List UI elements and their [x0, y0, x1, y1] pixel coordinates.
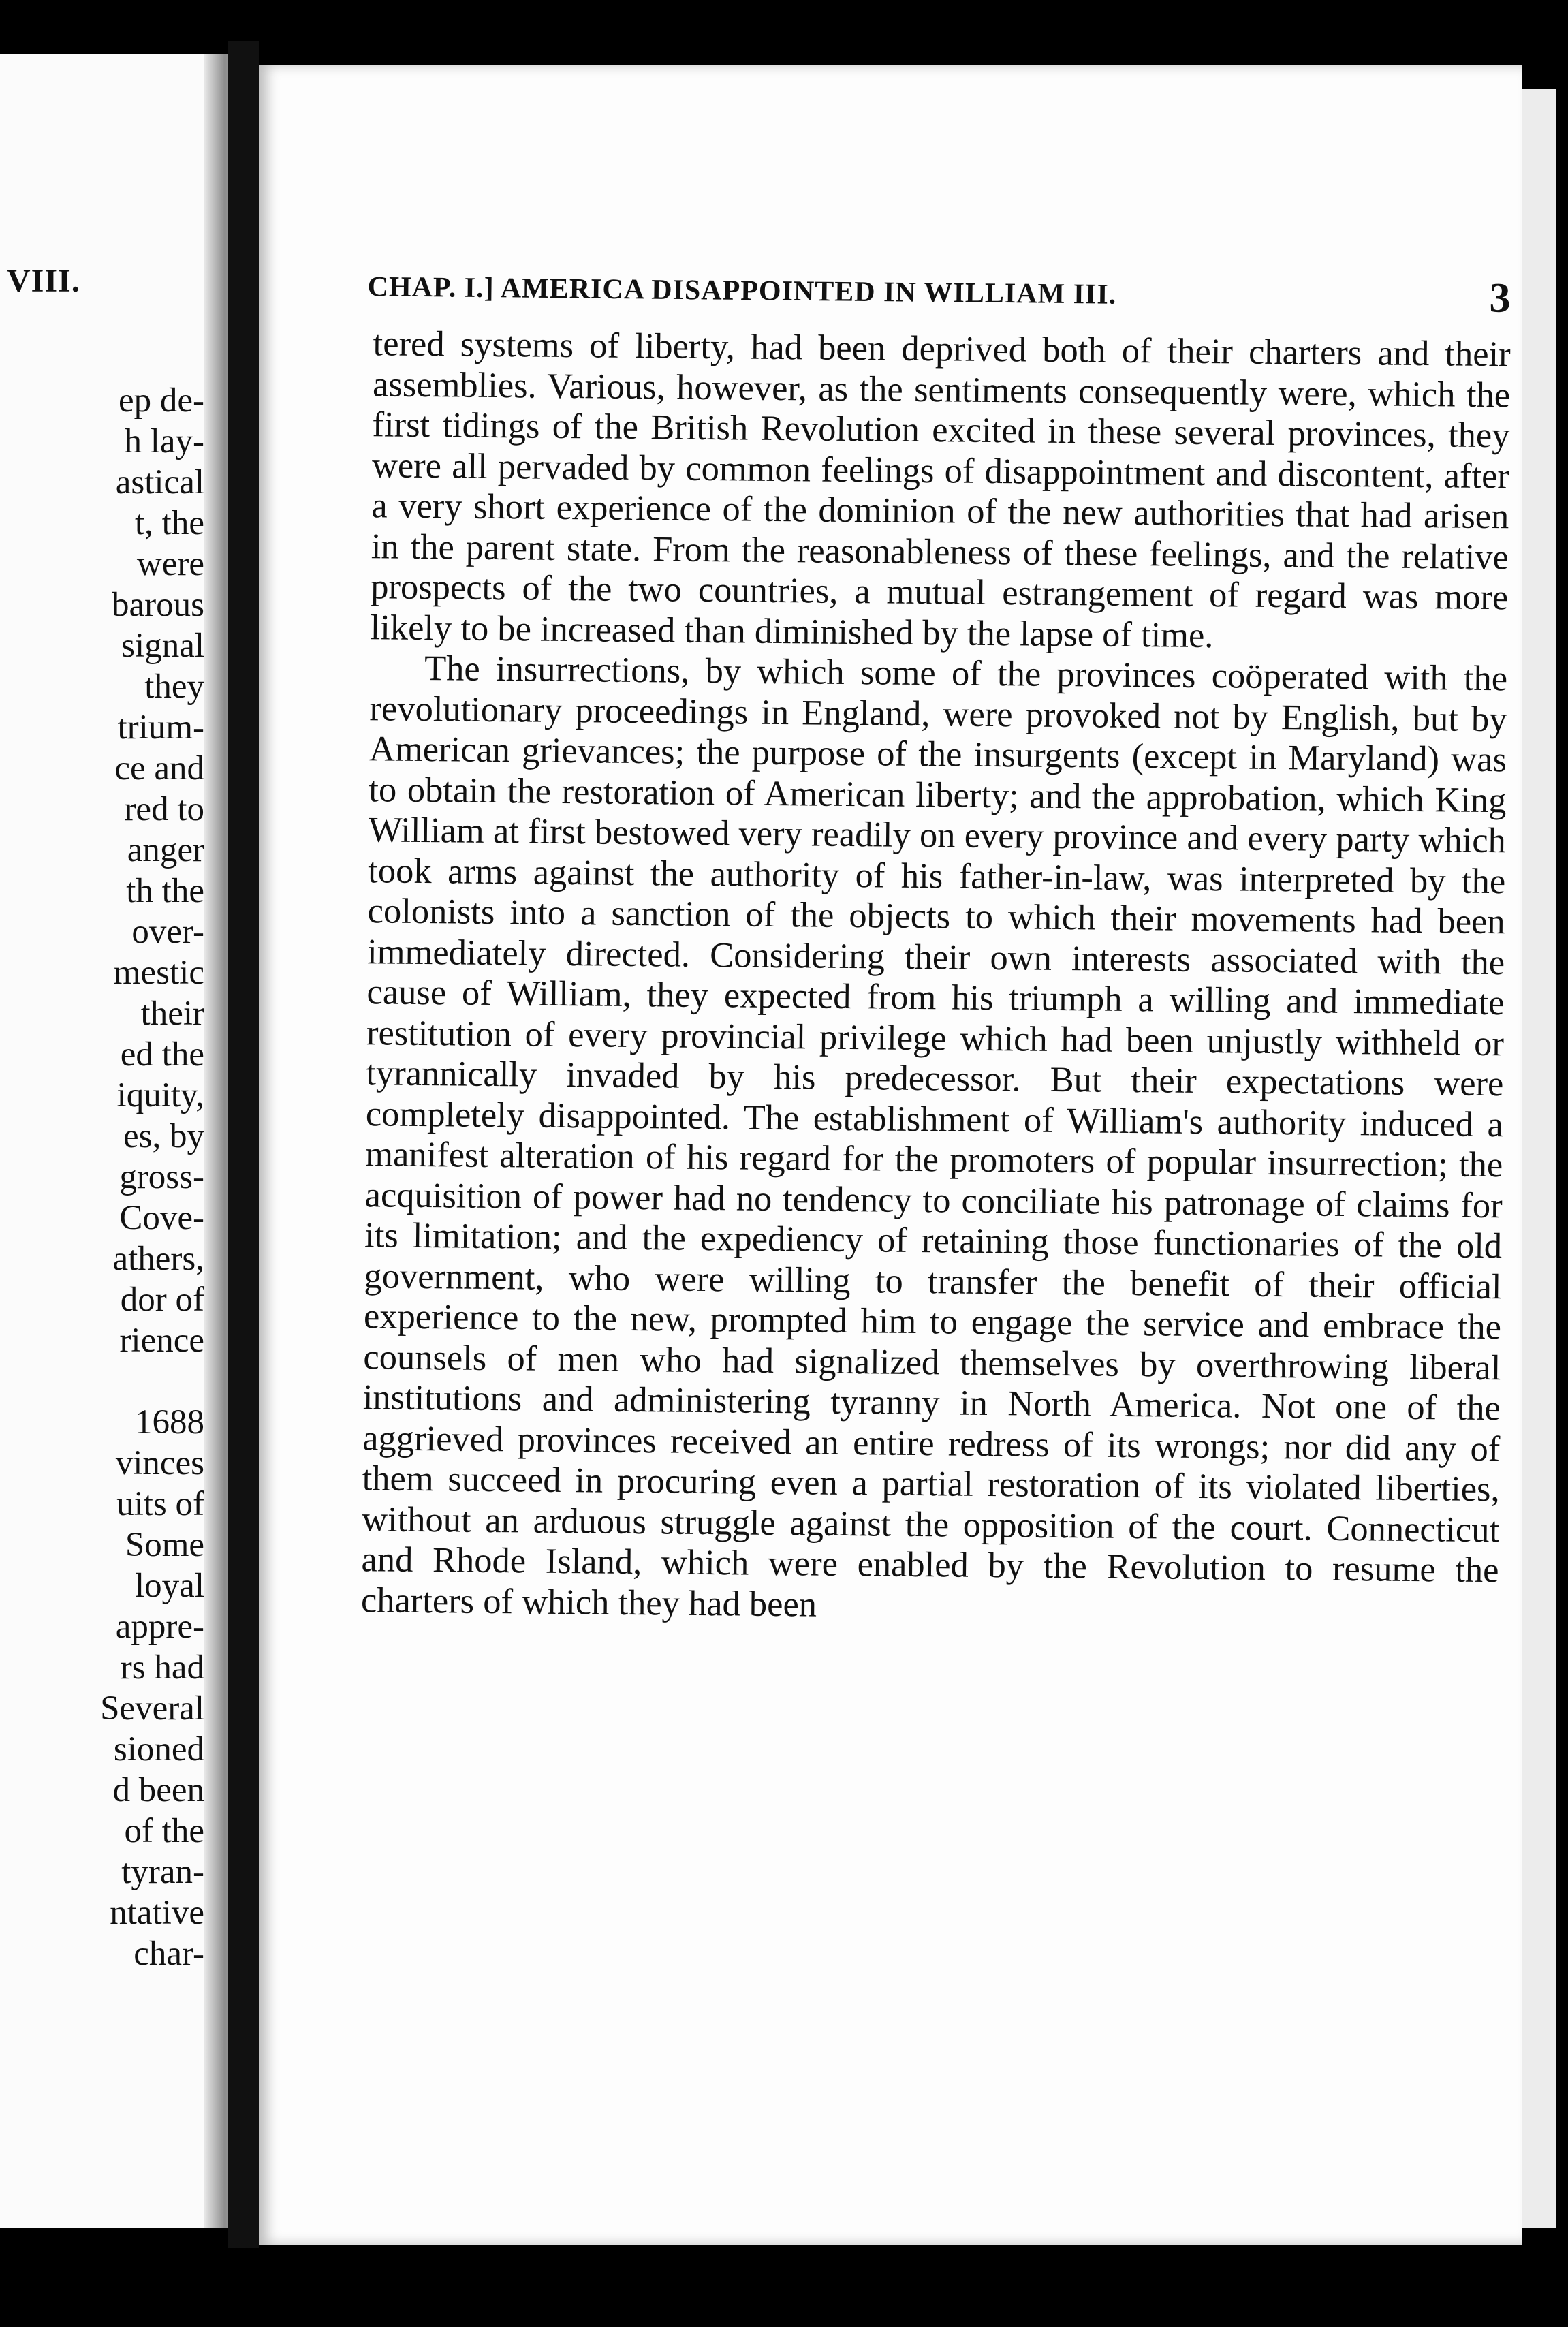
- left-page-line-fragment: es, by: [123, 1117, 204, 1155]
- left-page-line-fragment: ed the: [120, 1035, 204, 1074]
- running-head: [352, 262, 1531, 329]
- left-page-line-fragment: rs had: [120, 1649, 204, 1687]
- left-page-line-fragment: they: [144, 668, 204, 706]
- left-page-line-fragment: trium-: [117, 708, 204, 747]
- left-page-line-fragment: [100, 1361, 204, 1402]
- left-page-line-fragment: Some: [125, 1526, 204, 1564]
- paragraph: The insurrections, by which some of the provinces coöperated with the revolutionary proceedings in England, were provoked not by English, but by American grievances; the purpose of the insurgents (except in Maryland) was to obtain the restoration of American liberty; and the approbation, which King William at first bestowed very readily on every province and every party which took arms against the authority of his father-in-law, was interpreted by the colonists into a sanction of the objects to which their movements had been immediately directed. Considering their own interests associated with the cause of William, they expected from his triumph a willing and immediate restitution of every provincial privilege which had been unjustly withheld or tyrannically invaded by his predecessor. But their expectations were completely disappointed. The establishment of William's authority induced a manifest alteration of his regard for the promoters of popular insurrection; the acquisition of power had no tendency to conciliate his patronage of claims for its limitation; and the expediency of retaining those functionaries of the old government, who were willing to transfer the benefit of their official experience to the new, prompted him to engage the service and embrace the counsels of men who had signalized themselves by overthrowing liberal institutions and administering tyranny in North America. Not one of the aggrieved provinces received an entire redress of its wrongs; nor did any of them succeed in procuring even a partial restoration of its violated liberties, without an arduous struggle against the opposition of the court. Connecticut and Rhode Island, which were enabled by the Revolution to resume the charters of which they had been: [360, 649, 1508, 1625]
- left-page-line-fragment: red to: [124, 790, 204, 828]
- left-page-line-fragment: th the: [126, 872, 204, 910]
- left-page-text-fragments: [100, 380, 204, 1974]
- right-page: [259, 65, 1522, 2245]
- left-page-line-fragment: t, the: [135, 504, 204, 542]
- left-page-line-fragment: anger: [127, 831, 204, 869]
- left-running-head-fragment: VIII.: [7, 263, 80, 299]
- left-page-line-fragment: h lay-: [124, 422, 204, 460]
- left-page-line-fragment: 1688: [135, 1403, 204, 1441]
- running-head-title: CHAP. I.] AMERICA DISAPPOINTED IN WILLIAM III.: [367, 271, 1117, 311]
- paragraph: tered systems of liberty, had been deprived both of their charters and their assemblies. Various, however, as the sentiments consequently were, which the first tidings of the British Revolution excited in these several provinces, they were all pervaded by common feelings of disappointment and discontent, after a very short experience of the dominion of the new authorities that had arisen in the parent state. From the reasonableness of these feelings, and the relative prospects of the two countries, a mutual estrangement of regard was more likely to be increased than diminished by the lapse of time.: [370, 324, 1511, 655]
- left-page-line-fragment: tyran-: [121, 1853, 204, 1891]
- left-page-line-fragment: of the: [124, 1812, 204, 1850]
- left-page-line-fragment: ep de-: [118, 381, 204, 420]
- left-page-line-fragment: vinces: [115, 1444, 204, 1482]
- page-number: 3: [1489, 275, 1511, 322]
- right-page-edge: [1522, 89, 1556, 2228]
- left-page-line-fragment: Several: [100, 1689, 204, 1728]
- left-page-line-fragment: athers,: [112, 1240, 204, 1278]
- page-content: [353, 262, 1531, 1625]
- left-page-line-fragment: over-: [131, 913, 204, 951]
- left-page-line-fragment: iquity,: [116, 1076, 204, 1114]
- left-page-line-fragment: ntative: [110, 1894, 204, 1932]
- left-page-line-fragment: gross-: [119, 1158, 204, 1196]
- left-page-line-fragment: uits of: [116, 1485, 204, 1523]
- left-page-line-fragment: d been: [112, 1771, 204, 1809]
- left-page-line-fragment: appre-: [115, 1608, 204, 1646]
- left-page-line-fragment: their: [140, 995, 204, 1033]
- left-page-line-fragment: astical: [115, 463, 204, 501]
- left-page-line-fragment: loyal: [135, 1567, 204, 1605]
- left-page-line-fragment: char-: [134, 1935, 204, 1973]
- left-page: [0, 54, 228, 2228]
- left-page-line-fragment: mestic: [113, 954, 204, 992]
- book-gutter: [228, 41, 259, 2248]
- left-page-line-fragment: sioned: [113, 1730, 204, 1768]
- body-text: [341, 324, 1531, 1632]
- left-page-line-fragment: were: [136, 545, 204, 583]
- left-page-line-fragment: barous: [112, 586, 204, 624]
- left-page-line-fragment: rience: [119, 1322, 204, 1360]
- left-page-line-fragment: ce and: [114, 749, 204, 787]
- left-page-line-fragment: signal: [121, 627, 204, 665]
- left-page-line-fragment: dor of: [120, 1281, 204, 1319]
- left-page-line-fragment: Cove-: [119, 1199, 204, 1237]
